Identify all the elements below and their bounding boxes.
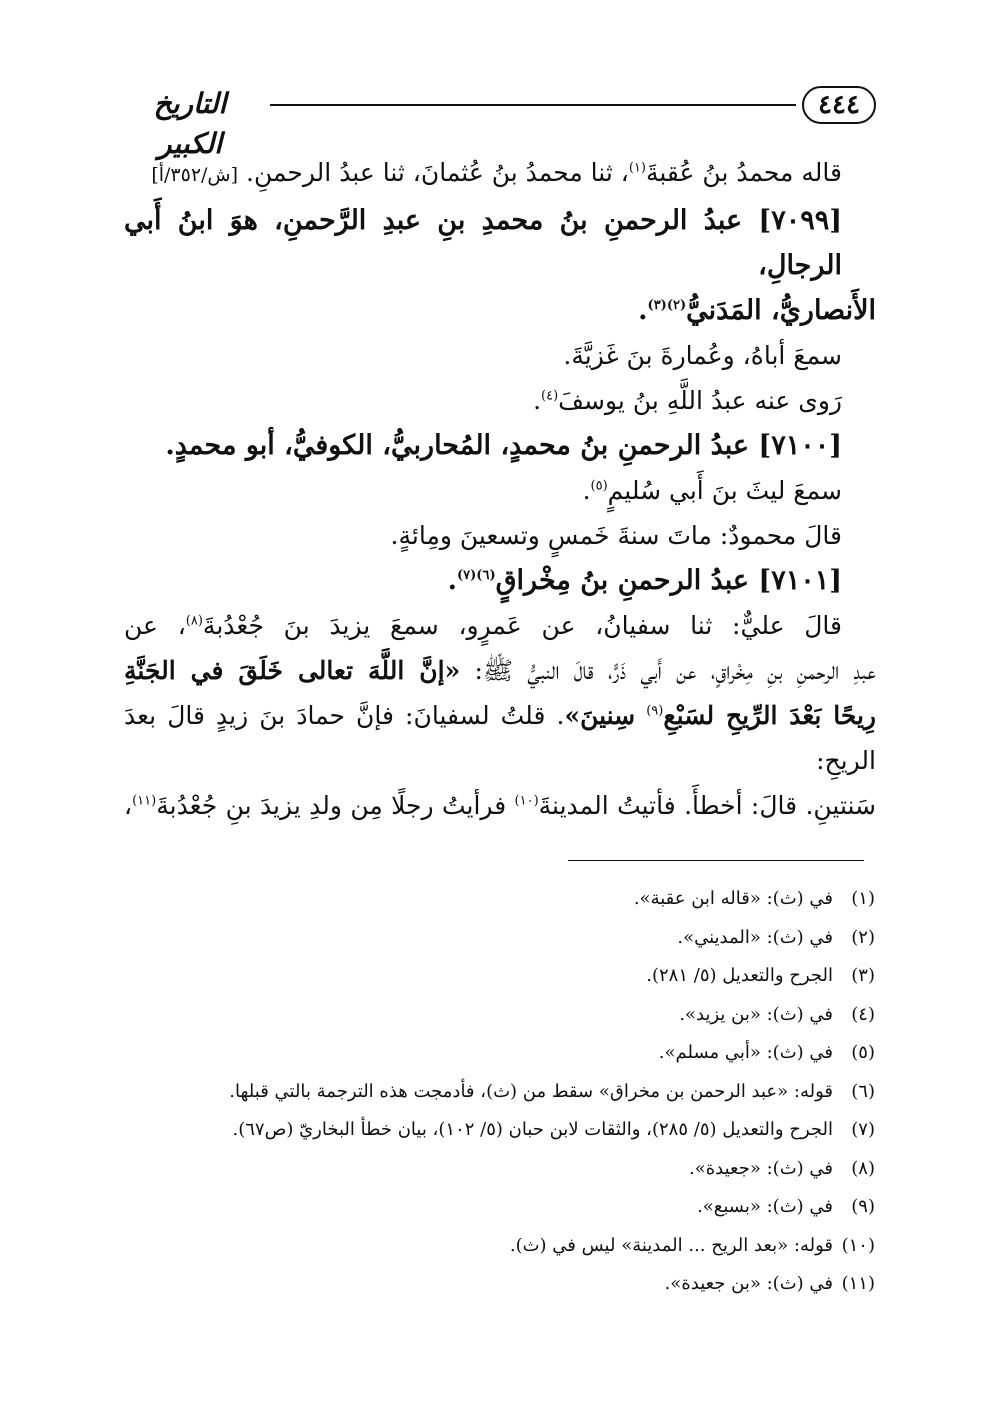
footnote-text: الجرح والتعديل (٥/ ٢٨١).	[646, 965, 833, 986]
entry-heading-7100: [٧١٠٠] عبدُ الرحمنِ بنُ محمدٍ، المُحاربيُّ، الكوفيُّ، أبو محمدٍ.	[165, 430, 842, 461]
footnote-number: (٦)	[851, 1080, 875, 1102]
entry-heading-7101: [٧١٠١] عبدُ الرحمنِ بنُ مِخْراقٍ$^{(٦)(٧)}$.	[447, 565, 842, 596]
footnote-number: (٢)	[851, 926, 875, 948]
footnote-number: (٤)	[851, 1003, 875, 1025]
hadith-quote: رِيحًا بَعْدَ الرِّيحِ لسَبْعِ	[663, 701, 877, 730]
hadith-quote: سِنينَ»	[564, 701, 636, 730]
footnote-text: في (ث): «أبي مسلم».	[658, 1042, 833, 1063]
footnote-text: في (ث): «المديني».	[677, 926, 833, 948]
page-number: ٤٤٤	[802, 86, 876, 124]
footnote-number: (١٠)	[841, 1234, 875, 1256]
footnote-text: في (ث): «قاله ابن عقبة».	[633, 888, 833, 909]
footnote-text: قوله: «عبد الرحمن بن مخراق» سقط من (ث)، فأدمجت هذه الترجمة بالتي قبلها.	[229, 1080, 833, 1102]
footnote-item	[100, 919, 875, 958]
text-line: رَوى عنه عبدُ اللَّهِ بنُ يوسفَ$^{(٤)}$.	[533, 386, 842, 415]
footnote-ref: (١)	[628, 160, 646, 176]
footnote-number: (١١)	[841, 1273, 875, 1294]
entry-heading-7099: [٧٠٩٩] عبدُ الرحمنِ بنُ محمدِ بنِ عبدِ الرَّحمنِ، هوَ ابنُ أَبي الرجالِ،	[124, 205, 842, 281]
text-line: سمعَ أباهُ، وعُمارةَ بنَ غَزيَّةَ.	[563, 341, 842, 370]
text-line: قالَ محمودٌ: ماتَ سنةَ خَمسٍ وتسعينَ ومِائةٍ.	[390, 521, 842, 550]
footnote-ref: (٤)	[541, 388, 559, 404]
footnote-number: (١)	[851, 888, 875, 909]
footnote-ref: (٨)	[185, 613, 203, 629]
footnote-text: في (ث): «بسبع».	[697, 1196, 833, 1217]
running-title: التاريخ الكبير	[153, 87, 227, 160]
text-line: عبدِ الرحمنِ بنِ مِخْراقٍ، عن أَبي ذَرٍّ، قالَ النبيُّ ﷺ: «إنَّ اللَّهَ تعالى خَلَقَ في الجَنَّةِ	[124, 656, 876, 685]
footnote-number: (٩)	[851, 1196, 875, 1217]
footnote-text: في (ث): «جعيدة».	[689, 1157, 833, 1179]
footnote-number: (٥)	[851, 1042, 875, 1063]
footnote-item	[100, 1111, 875, 1150]
footnote-ref: (١١)	[132, 793, 157, 809]
footnote-item	[100, 880, 875, 919]
text-line: قالَ عليٌّ: ثنا سفيانُ، عن عَمرٍو، سمعَ يزيدَ بنَ جُعْدُبةَ$^{(٨)}$، عن	[124, 611, 842, 640]
footnote-item	[100, 1150, 875, 1189]
footnote-text: في (ث): «بن جعيدة».	[664, 1273, 833, 1294]
page-header	[120, 84, 876, 160]
footnote-ref: (٩)	[646, 703, 664, 719]
footnote-item	[100, 1034, 875, 1073]
footnote-ref: (٦)(٧)	[457, 568, 496, 583]
footnote-text: قوله: «بعد الريح ... المدينة» ليس في (ث).	[509, 1234, 833, 1256]
footnotes	[100, 880, 875, 1304]
text-line: سمعَ ليثَ بنَ أَبي سُليمٍ$^{(٥)}$.	[582, 476, 842, 505]
footnote-number: (٧)	[851, 1119, 875, 1140]
manuscript-folio-marker: [ش/٣٥٢/أ]	[151, 164, 239, 186]
header-rule	[270, 104, 796, 106]
footnote-item	[100, 1265, 875, 1304]
hadith-quote: «إنَّ اللَّهَ تعالى خَلَقَ في الجَنَّةِ	[124, 656, 461, 685]
footnote-item	[100, 1227, 875, 1266]
footnote-number: (٨)	[851, 1157, 875, 1179]
footnote-text: في (ث): «بن يزيد».	[679, 1003, 833, 1025]
footnote-ref: (٢)(٣)	[647, 298, 687, 313]
footnote-separator	[568, 860, 864, 861]
footnote-ref: (٥)	[590, 478, 608, 494]
footnote-item	[100, 1188, 875, 1227]
text-line: رِيحًا بَعْدَ الرِّيحِ لسَبْعِ$^{(٩)}$ سِنينَ». قلتُ لسفيانَ: فإنَّ حمادَ بنَ زيدٍ قالَ بعدَ الريحِ:	[124, 701, 877, 775]
entry-heading-7099-cont: الأَنصاريُّ، المَدَنيُّ$^{(٢)(٣)}$.	[638, 295, 876, 326]
main-text	[124, 150, 876, 828]
footnote-item	[100, 957, 875, 996]
footnote-item	[100, 1073, 875, 1112]
footnote-item	[100, 996, 875, 1035]
footnote-ref: (١٠)	[514, 793, 539, 809]
footnote-text: الجرح والتعديل (٥/ ٢٨٥)، والثقات لابن حبان (٥/ ١٠٢)، بيان خطأ البخاريّ (ص٦٧).	[232, 1119, 833, 1140]
text-line: قاله محمدُ بنُ عُقبةَ$^{(١)}$، ثنا محمدُ بنُ عُثمانَ، ثنا عبدُ الرحمنِ. [ش/٣٥٢/أ]	[151, 158, 842, 187]
text-line: سَنتينِ. قالَ: أخطأَ. فأتيتُ المدينةَ$^{(١٠)}$ فرأيتُ رجلًا مِن ولدِ يزيدَ بنِ جُعْدُبةَ$^{(١١)}$،	[124, 791, 876, 820]
footnote-number: (٣)	[851, 965, 875, 986]
